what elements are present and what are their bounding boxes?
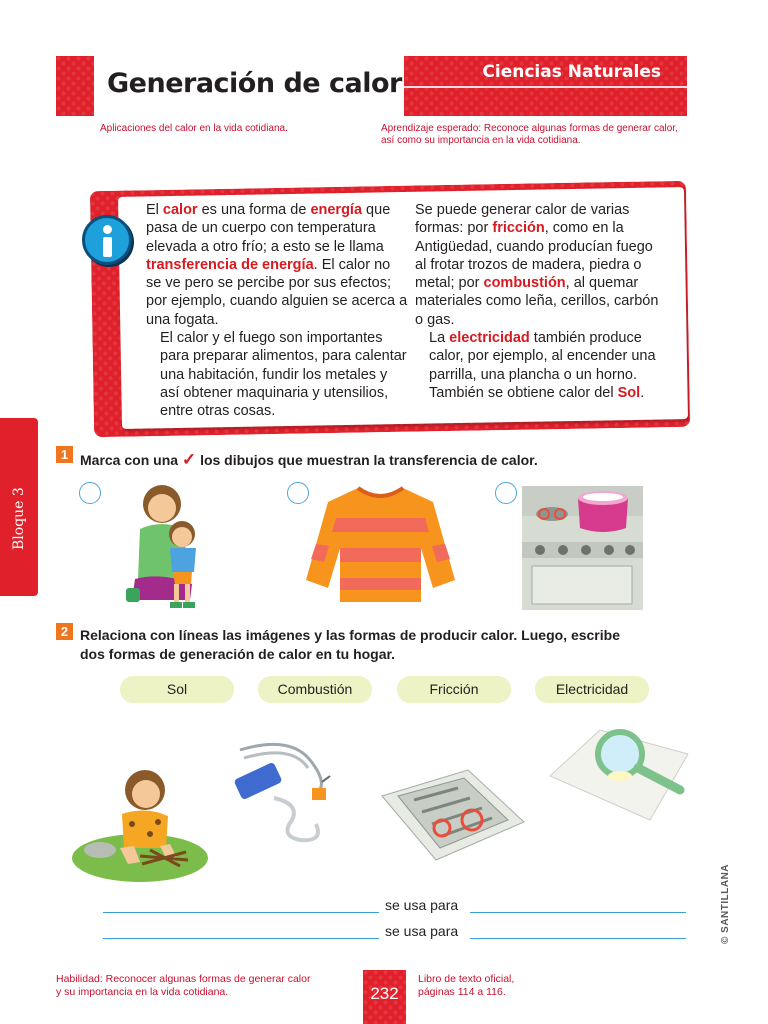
answer-line-2b[interactable] [470, 938, 686, 939]
subject-label: Ciencias Naturales [482, 62, 661, 82]
info-text-run: . [640, 384, 645, 401]
page-title: Generación de calor [107, 68, 402, 99]
info-text-run: también produce calor, por ejemplo, al encender una parrilla, una plancha o un horno. También se obtiene calor del [429, 330, 656, 401]
check-mark-icon: ✓ [181, 450, 197, 469]
info-text-run: , como en la Antigüedad, cuando producían fuego al frotar trozos de madera, piedra o metal; por [415, 220, 653, 292]
exercise-2-instruction: Relaciona con líneas las imágenes y las formas de producir calor. Luego, escribe dos formas de generación de calor en tu hogar. [80, 627, 620, 662]
key-term: energía [310, 202, 363, 218]
exercise-2-number: 2 [56, 623, 73, 640]
caveman-fire-illustration[interactable] [70, 766, 210, 886]
skill-note: Habilidad: Reconocer algunas formas de generar calor y su importancia en la vida cotidiana. [56, 973, 311, 998]
info-paragraph [415, 201, 665, 329]
option-friction[interactable]: Fricción [397, 676, 511, 703]
info-icon [82, 215, 132, 265]
block-tab [0, 418, 38, 596]
subject-banner [404, 56, 687, 116]
answer-line-1a[interactable] [103, 912, 379, 913]
key-term: fricción [492, 220, 545, 237]
info-paragraph [146, 201, 408, 329]
exercise-1-instruction: Marca con una ✓ los dibujos que muestran la transferencia de calor. [80, 450, 538, 469]
banner-stripe [404, 86, 687, 88]
info-paragraph [415, 329, 665, 402]
info-text-run: . El calor no se ve pero se percibe por sus efectos; por ejemplo, cuando alguien se acerca a una fogata. [146, 256, 408, 328]
info-text-run: , al quemar materiales como leña, cerillos, carbón o gas. [415, 275, 659, 328]
key-term: calor [162, 202, 198, 218]
electric-heater-illustration[interactable] [230, 740, 345, 848]
info-column-left [146, 201, 408, 421]
info-text-run: es una forma de [197, 202, 311, 218]
info-text-run: Se puede generar calor de varias formas: por [415, 202, 630, 237]
answer-line-1b[interactable] [470, 912, 686, 913]
key-term: electricidad [449, 330, 530, 347]
exercise-1-number: 1 [56, 446, 73, 463]
publisher-credit: © SANTILLANA [720, 863, 731, 944]
option-electricity[interactable]: Electricidad [535, 676, 649, 703]
page-number: 232 [363, 970, 406, 1024]
checkbox-stove[interactable] [495, 482, 517, 504]
option-sun[interactable]: Sol [120, 676, 234, 703]
key-term: transferencia de energía [146, 256, 314, 273]
topic-text: Aplicaciones del calor en la vida cotidiana. [100, 123, 288, 134]
magnifying-glass-illustration[interactable] [540, 724, 690, 824]
sweater-illustration [303, 484, 458, 606]
info-column-right [415, 201, 665, 402]
option-combustion[interactable]: Combustión [258, 676, 372, 703]
expected-learning: Aprendizaje esperado: Reconoce algunas formas de generar calor, así como su importancia en la vida cotidiana. [381, 123, 678, 146]
checkbox-hug[interactable] [79, 482, 101, 504]
header-red-block [56, 56, 94, 116]
textbook-reference: Libro de texto oficial, páginas 114 a 116. [418, 973, 515, 998]
info-text-run: que pasa de un cuerpo con temperatura elevada a otro frío; a esto se le llama [146, 202, 391, 255]
key-term: combustión [483, 275, 566, 292]
hugging-people-illustration [120, 484, 205, 612]
connector-text-2: se usa para [385, 923, 459, 939]
answer-line-2a[interactable] [103, 938, 379, 939]
info-text-run: El calor y el fuego son importantes para preparar alimentos, para calentar una habitación, fundir los metales y así obtener maquinaria y utensilios, entre otras cosas. [160, 330, 407, 420]
block-label: Bloque 3 [11, 487, 27, 550]
info-paragraph [146, 329, 408, 420]
key-term: Sol [617, 384, 641, 401]
info-text-run: El [146, 202, 163, 218]
info-text-run: La [429, 330, 450, 347]
connector-text-1: se usa para [385, 897, 459, 913]
stove-illustration [520, 484, 645, 612]
gas-burner-illustration[interactable] [378, 756, 528, 866]
